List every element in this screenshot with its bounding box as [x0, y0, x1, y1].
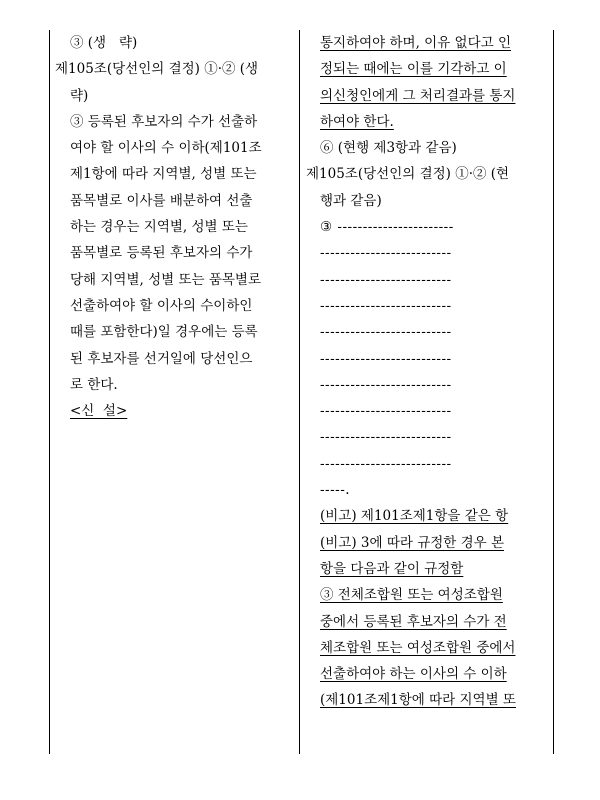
- text-line: --------------------------: [320, 324, 452, 341]
- text-line: --------------------------: [320, 297, 452, 314]
- text-line: 로 한다.: [70, 376, 118, 393]
- text-line: 당해 지역별, 성별 또는 품목별로: [70, 271, 261, 288]
- text-line: 의신청인에게 그 처리결과를 통지: [320, 87, 516, 104]
- text-line: ③ 등록된 후보자의 수가 선출하: [70, 113, 258, 130]
- text-line: (제101조제1항에 따라 지역별 또: [320, 692, 516, 709]
- text-line: 항을 다음과 같이 규정함: [320, 560, 464, 577]
- table-border-right: [553, 30, 554, 754]
- text-line: 품목별로 등록된 후보자의 수가: [70, 245, 253, 262]
- text-line: 략): [70, 87, 89, 104]
- current-text-column: [55, 30, 295, 424]
- text-line: 선출하여야 하는 이사의 수 이하: [320, 666, 507, 683]
- new-provision-label: <신 설>: [70, 403, 128, 420]
- text-line: 행과 같음): [320, 192, 382, 209]
- text-line: 통지하여야 하며, 이유 없다고 인: [320, 35, 511, 51]
- text-line: --------------------------: [320, 455, 452, 472]
- text-line: 정되는 때에는 이를 기각하고 이: [320, 61, 507, 78]
- text-line: 하여야 한다.: [320, 113, 394, 130]
- text-line: 중에서 등록된 후보자의 수가 전: [320, 613, 507, 630]
- text-line: ③ (생 략): [70, 35, 138, 51]
- text-line: 제1항에 따라 지역별, 성별 또는: [70, 166, 257, 183]
- text-line: 품목별로 이사를 배분하여 선출: [70, 192, 253, 209]
- text-line: --------------------------: [320, 403, 452, 420]
- article-heading: 제105조(당선인의 결정) ①·② (현: [306, 166, 510, 183]
- text-line: -----.: [320, 482, 351, 499]
- text-line: 하는 경우는 지역별, 성별 또는: [70, 219, 248, 236]
- text-line: --------------------------: [320, 245, 452, 262]
- text-line: (비고) 제101조제1항을 같은 항: [320, 508, 509, 525]
- text-line: --------------------------: [320, 271, 452, 288]
- text-line: 선출하여야 할 이사의 수이하인: [70, 297, 253, 314]
- text-line: ③ 전체조합원 또는 여성조합원: [320, 587, 503, 604]
- text-line: 때를 포함한다)일 경우에는 등록: [70, 324, 258, 341]
- text-line: --------------------------: [320, 350, 452, 367]
- table-border-left: [49, 30, 50, 754]
- text-line: 된 후보자를 선거일에 당선인으: [70, 350, 253, 367]
- text-line: 체조합원 또는 여성조합원 중에서: [320, 639, 516, 656]
- amended-text-column: [306, 30, 548, 714]
- text-line: --------------------------: [320, 429, 452, 446]
- text-line: 여야 할 이사의 수 이하(제101조: [70, 140, 262, 157]
- table-border-middle: [299, 30, 300, 754]
- text-line: ⑥ (현행 제3항과 같음): [320, 140, 457, 157]
- text-line: (비고) 3에 따라 규정한 경우 본: [320, 534, 505, 551]
- text-line: ③ -----------------------: [320, 219, 454, 236]
- article-heading: 제105조(당선인의 결정) ①·② (생: [55, 61, 259, 78]
- text-line: --------------------------: [320, 376, 452, 393]
